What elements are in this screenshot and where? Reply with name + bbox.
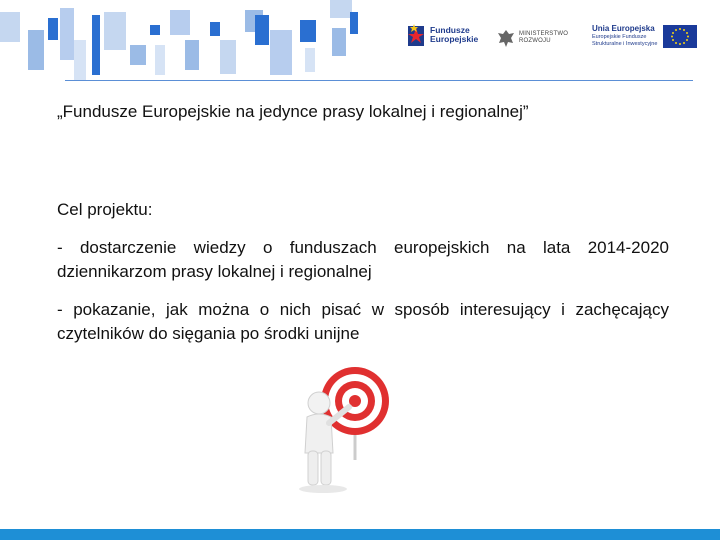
bullet-item-2: - pokazanie, jak można o nich pisać w sposób interesujący i zachęcający czytelników do sięgania po środki unijne [57,300,669,343]
bullet-item-1: - dostarczenie wiedzy o funduszach europejskich na lata 2014-2020 dziennikarzom prasy lokalnej i regionalnej [57,238,669,281]
goal-heading: Cel projektu: [57,200,153,219]
ue-line3: Strukturalne i Inwestycyjne [592,41,658,47]
eagle-icon [497,28,515,48]
fe-star-icon [408,22,426,48]
fe-line1: Fundusze [430,25,470,35]
mr-line2: ROZWOJU [519,38,551,44]
header-divider [65,80,693,81]
person-with-target-icon [283,365,423,495]
eu-flag-icon [663,25,697,48]
slide-title: „Fundusze Europejskie na jedynce prasy lokalnej i regionalnej” [57,102,529,121]
fe-line2: Europejskie [430,34,479,44]
ue-line2: Europejskie Fundusze [592,34,647,40]
logo-fundusze-europejskie [408,22,478,48]
mr-line1: MINISTERSTWO [519,31,569,37]
logo-ministerstwo-rozwoju [497,28,568,48]
footer-bar [0,529,720,540]
logo-unia-europejska [592,24,697,48]
ue-line1: Unia Europejska [592,24,655,33]
